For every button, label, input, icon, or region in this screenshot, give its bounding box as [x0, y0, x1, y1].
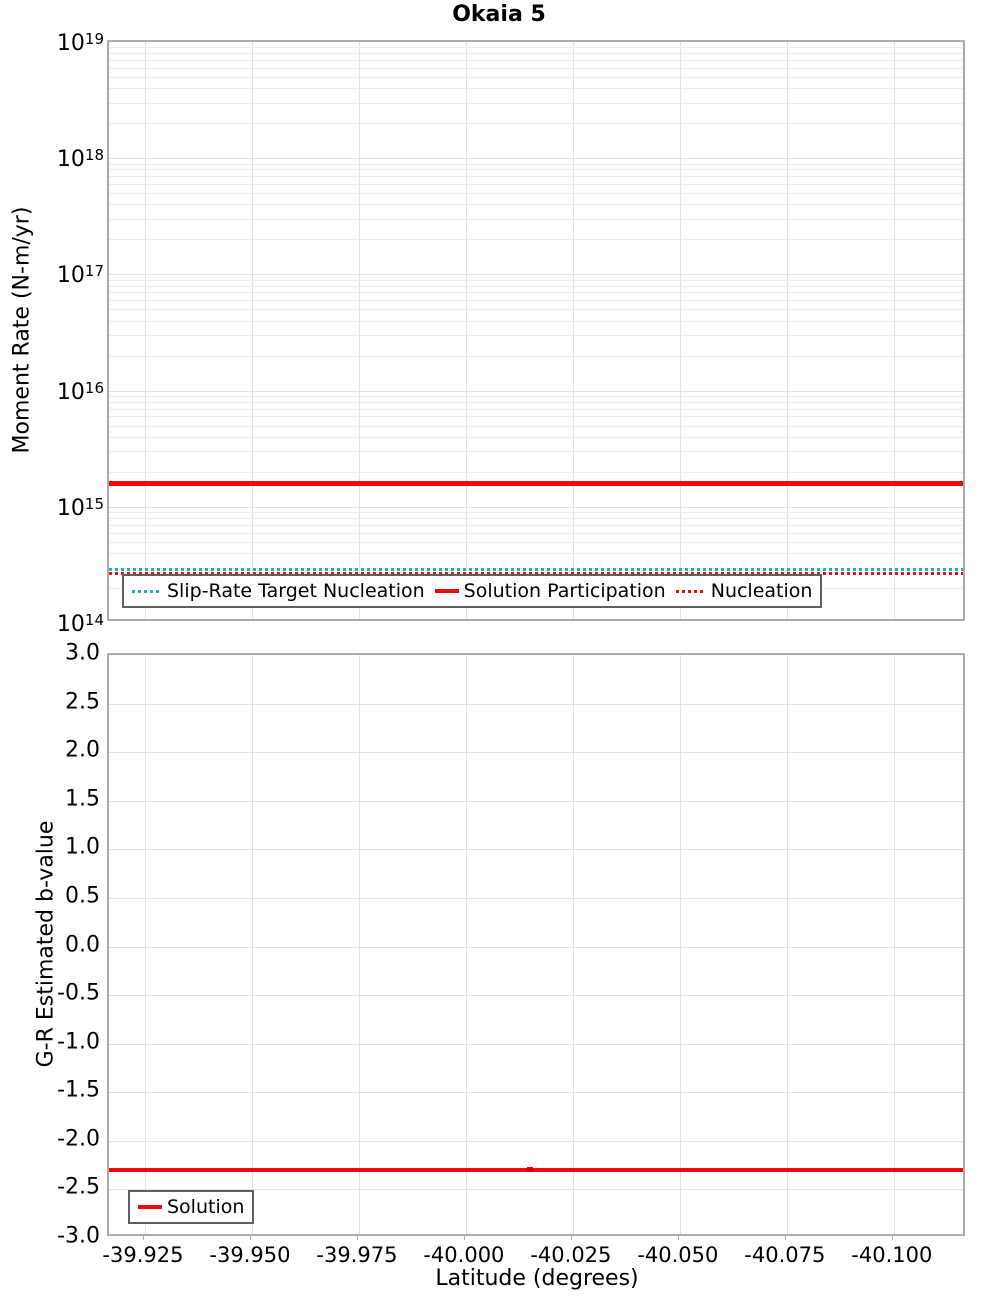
xtick-latitude: -40.025	[530, 1243, 612, 1267]
gridline-log-minor	[109, 437, 963, 438]
gridline-log-minor	[109, 68, 963, 69]
gridline-log-minor	[109, 47, 963, 48]
gridline-log-minor	[109, 472, 963, 473]
xtick-latitude: -40.075	[744, 1243, 826, 1267]
ytick-b-value: -3.0	[57, 1223, 100, 1249]
gridline-log-minor	[109, 193, 963, 194]
xtick-mark	[678, 1236, 679, 1240]
ytick-moment-rate: $10^{19}$	[56, 30, 104, 56]
legend-item-solution	[138, 1196, 244, 1218]
gridline-log-major	[109, 158, 963, 159]
legend-label: Solution	[167, 1196, 245, 1218]
gridline-vertical	[145, 655, 146, 1234]
gridline-log-minor	[109, 169, 963, 170]
ytick-b-value: -1.0	[57, 1029, 100, 1055]
xtick-latitude: -39.925	[102, 1243, 184, 1267]
gridline-log-major	[109, 507, 963, 508]
gridline-log-minor	[109, 309, 963, 310]
b-value-axis-label: G-R Estimated b-value	[33, 820, 59, 1068]
gridline-horizontal	[109, 1044, 963, 1045]
xtick-latitude: -40.050	[637, 1243, 719, 1267]
moment-rate-legend	[122, 574, 822, 608]
gridline-log-minor	[109, 300, 963, 301]
ytick-b-value: -2.0	[57, 1126, 100, 1152]
legend-label: Solution Participation	[463, 580, 666, 602]
gridline-log-minor	[109, 426, 963, 427]
gridline-log-minor	[109, 77, 963, 78]
ytick-moment-rate: $10^{14}$	[56, 611, 104, 637]
gridline-log-minor	[109, 53, 963, 54]
gridline-vertical	[359, 655, 360, 1234]
chart-title: Okaia 5	[452, 2, 546, 27]
gridline-horizontal	[109, 1092, 963, 1093]
moment-rate-axis-label: Moment Rate (N-m/yr)	[9, 206, 35, 454]
ytick-b-value: -0.5	[57, 980, 100, 1006]
ytick-b-value: 3.0	[65, 640, 100, 666]
gridline-log-major	[109, 391, 963, 392]
gridline-log-minor	[109, 176, 963, 177]
ytick-b-value: 1.0	[65, 834, 100, 860]
gridline-log-minor	[109, 286, 963, 287]
ytick-b-value: 0.0	[65, 932, 100, 957]
gridline-log-minor	[109, 525, 963, 526]
ytick-b-value: -2.5	[57, 1174, 100, 1200]
gridline-horizontal	[109, 801, 963, 802]
gridline-log-minor	[109, 103, 963, 104]
gridline-log-minor	[109, 542, 963, 543]
gridline-horizontal	[109, 898, 963, 899]
gridline-horizontal	[109, 704, 963, 705]
gridline-log-minor	[109, 416, 963, 417]
b-value-plot-area	[107, 653, 965, 1236]
gridline-log-minor	[109, 184, 963, 185]
gridline-log-minor	[109, 88, 963, 89]
gridline-log-minor	[109, 533, 963, 534]
dotted-cyan-line-swatch	[132, 590, 162, 593]
gridline-vertical	[680, 655, 681, 1234]
gridline-log-minor	[109, 512, 963, 513]
gridline-log-minor	[109, 164, 963, 165]
xtick-latitude: -39.950	[209, 1243, 291, 1267]
gridline-log-minor	[109, 60, 963, 61]
gridline-log-minor	[109, 292, 963, 293]
gridline-horizontal	[109, 1141, 963, 1142]
xtick-mark	[143, 1236, 144, 1240]
gridline-horizontal	[109, 849, 963, 850]
xtick-mark	[357, 1236, 358, 1240]
xtick-mark	[464, 1236, 465, 1240]
gridline-log-minor	[109, 321, 963, 322]
solid-red-line-swatch	[435, 589, 459, 593]
gridline-log-minor	[109, 335, 963, 336]
gridline-horizontal	[109, 995, 963, 996]
ytick-b-value: 0.5	[65, 883, 100, 909]
ytick-moment-rate: $10^{15}$	[56, 494, 104, 521]
gridline-log-minor	[109, 402, 963, 403]
gridline-vertical	[894, 655, 895, 1234]
gridline-log-minor	[109, 409, 963, 410]
ytick-b-value: 1.5	[65, 786, 100, 812]
latitude-axis-label: Latitude (degrees)	[435, 1266, 639, 1291]
gridline-horizontal	[109, 752, 963, 753]
gridline-vertical	[787, 655, 788, 1234]
dotted-red-line-swatch	[676, 590, 706, 593]
gridline-log-minor	[109, 123, 963, 124]
gridline-vertical	[466, 655, 467, 1234]
ytick-moment-rate: $10^{16}$	[56, 378, 104, 405]
ytick-b-value: 2.5	[65, 689, 100, 715]
legend-item-slip-rate-target-nucleation	[132, 580, 425, 602]
gridline-vertical	[573, 655, 574, 1234]
legend-label: Slip-Rate Target Nucleation	[167, 580, 425, 602]
legend-label: Nucleation	[710, 580, 813, 602]
gridline-log-minor	[109, 356, 963, 357]
gridline-log-major	[109, 274, 963, 275]
ytick-b-value: -1.5	[57, 1077, 100, 1103]
gridline-horizontal	[109, 947, 963, 948]
gridline-log-minor	[109, 553, 963, 554]
gridline-log-minor	[109, 280, 963, 281]
xtick-latitude: -40.100	[851, 1243, 933, 1267]
moment-rate-plot-area	[107, 40, 965, 621]
xtick-latitude: -40.000	[423, 1243, 505, 1267]
gridline-log-minor	[109, 204, 963, 205]
b-value-legend	[128, 1190, 254, 1224]
solution-line-vertex-marker	[527, 1167, 533, 1172]
xtick-mark	[250, 1236, 251, 1240]
xtick-latitude: -39.975	[316, 1243, 398, 1267]
gridline-vertical	[252, 655, 253, 1234]
gridline-log-minor	[109, 396, 963, 397]
solid-red-line-swatch	[138, 1205, 162, 1209]
gridline-log-minor	[109, 518, 963, 519]
series-line-solution	[109, 1168, 963, 1172]
series-line-slip-rate-target-nucleation	[109, 568, 963, 571]
gridline-log-minor	[109, 239, 963, 240]
legend-item-nucleation	[676, 580, 813, 602]
xtick-mark	[571, 1236, 572, 1240]
xtick-mark	[892, 1236, 893, 1240]
ytick-moment-rate: $10^{17}$	[56, 262, 104, 289]
gridline-log-minor	[109, 451, 963, 452]
series-line-solution-participation	[109, 481, 963, 486]
xtick-mark	[785, 1236, 786, 1240]
legend-item-solution-participation	[435, 580, 666, 602]
ytick-moment-rate: $10^{18}$	[56, 146, 104, 173]
ytick-b-value: 2.0	[65, 737, 100, 763]
gridline-log-minor	[109, 219, 963, 220]
